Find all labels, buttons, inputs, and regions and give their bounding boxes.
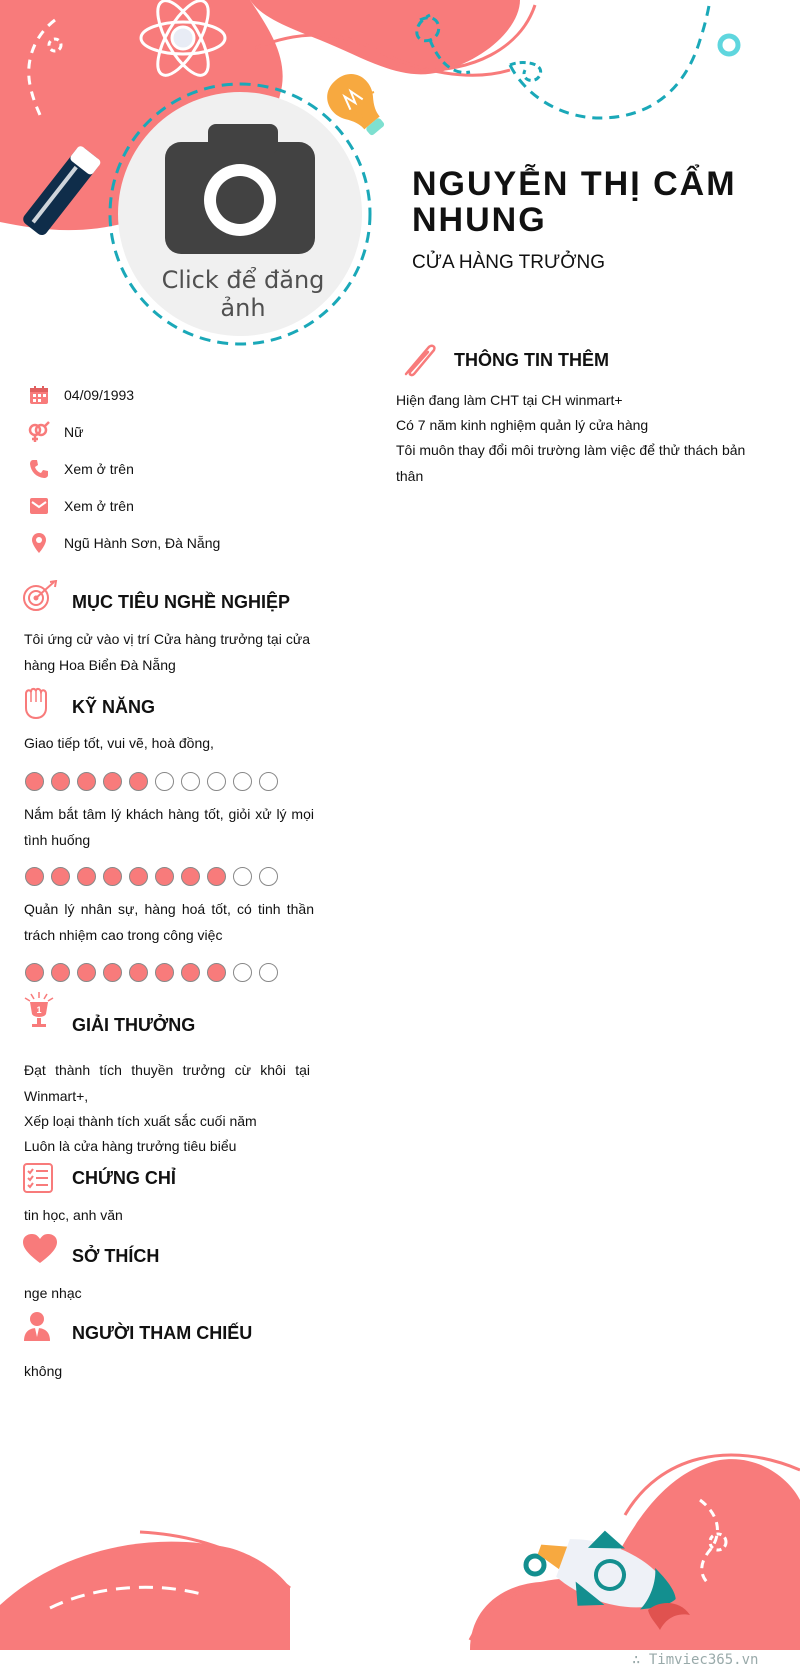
birthday-value: 04/09/1993 xyxy=(64,387,135,403)
hobbies-text: nge nhạc xyxy=(24,1285,82,1301)
rating-dot-filled xyxy=(155,963,174,982)
rating-dot-filled xyxy=(25,963,44,982)
rating-dot-filled xyxy=(207,867,226,886)
rating-dot-filled xyxy=(155,867,174,886)
rating-dot-filled xyxy=(129,963,148,982)
rating-dot-filled xyxy=(129,867,148,886)
email-icon xyxy=(26,493,52,519)
certificates-title: CHỨNG CHỈ xyxy=(72,1168,176,1188)
rating-dot-empty xyxy=(233,963,252,982)
rating-dot-empty xyxy=(259,772,278,791)
awards-title: GIẢI THƯỞNG xyxy=(72,1015,196,1035)
person-icon xyxy=(22,1310,52,1347)
svg-text:1: 1 xyxy=(36,1005,42,1015)
checklist-icon xyxy=(22,1162,54,1199)
references-text: không xyxy=(24,1363,63,1379)
rating-dot-filled xyxy=(181,963,200,982)
hobbies-title: SỞ THÍCH xyxy=(72,1246,160,1266)
candidate-name: NGUYỄN THỊ CẨM NHUNG xyxy=(412,165,737,239)
skill-2-label: Nắm bắt tâm lý khách hàng tốt, giỏi xử lý mọi tình huống xyxy=(24,806,314,848)
job-title: CỬA HÀNG TRƯỞNG xyxy=(412,252,606,273)
additional-line-2: Có 7 năm kinh nghiệm quản lý cửa hàng xyxy=(396,417,649,433)
trophy-icon xyxy=(22,990,56,1035)
gender-icon xyxy=(26,419,52,445)
rating-dot-filled xyxy=(77,772,96,791)
info-address xyxy=(26,529,220,557)
additional-line-3: Tôi muôn thay đổi môi trường làm việc để thử thách bản thân xyxy=(396,442,746,484)
rating-dot-filled xyxy=(207,963,226,982)
rating-dot-filled xyxy=(77,867,96,886)
address-value: Ngũ Hành Sơn, Đà Nẵng xyxy=(64,535,221,551)
rating-dot-empty xyxy=(207,772,226,791)
objective-title: MỤC TIÊU NGHỀ NGHIỆP xyxy=(72,592,291,612)
rating-dot-empty xyxy=(155,772,174,791)
skill-1-rating xyxy=(25,772,278,791)
skill-2-rating xyxy=(25,867,278,886)
rating-dot-filled xyxy=(103,963,122,982)
objective-text: Tôi ứng cử vào vị trí Cửa hàng trưởng tại cửa hàng Hoa Biển Đà Nẵng xyxy=(24,631,310,673)
rating-dot-filled xyxy=(181,867,200,886)
rating-dot-empty xyxy=(181,772,200,791)
rating-dot-empty xyxy=(233,772,252,791)
rating-dot-empty xyxy=(259,963,278,982)
rating-dot-filled xyxy=(77,963,96,982)
rating-dot-filled xyxy=(51,963,70,982)
phone-icon xyxy=(26,456,52,482)
calendar-icon xyxy=(26,382,52,408)
rating-dot-empty xyxy=(259,867,278,886)
email-value: Xem ở trên xyxy=(64,498,134,514)
gender-value: Nữ xyxy=(64,424,84,440)
rating-dot-filled xyxy=(25,867,44,886)
skill-3-label: Quản lý nhân sự, hàng hoá tốt, có tinh thần trách nhiệm cao trong công việc xyxy=(24,901,314,943)
skill-1-label: Giao tiếp tốt, vui vẽ, hoà đồng, xyxy=(24,735,214,751)
target-icon xyxy=(22,580,58,617)
additional-line-1: Hiện đang làm CHT tại CH winmart+ xyxy=(396,392,623,408)
additional-info-title: THÔNG TIN THÊM xyxy=(454,350,609,370)
rating-dot-filled xyxy=(103,772,122,791)
rating-dot-filled xyxy=(51,772,70,791)
info-phone xyxy=(26,455,134,483)
skill-3-rating xyxy=(25,963,278,982)
location-pin-icon xyxy=(26,530,52,556)
info-birthday xyxy=(26,381,134,409)
rating-dot-filled xyxy=(129,772,148,791)
photo-upload-label[interactable]: Click để đăng ảnh xyxy=(161,266,325,322)
phone-value: Xem ở trên xyxy=(64,461,134,477)
certificates-text: tin học, anh văn xyxy=(24,1207,123,1223)
paperclip-icon xyxy=(398,340,440,385)
rating-dot-filled xyxy=(51,867,70,886)
rating-dot-filled xyxy=(103,867,122,886)
references-title: NGƯỜI THAM CHIẾU xyxy=(72,1323,253,1343)
footer-decoration xyxy=(0,1440,800,1650)
info-email xyxy=(26,492,134,520)
info-gender xyxy=(26,418,83,446)
camera-icon[interactable] xyxy=(165,124,315,254)
award-line-3: Luôn là cửa hàng trưởng tiêu biểu xyxy=(24,1138,237,1154)
fist-icon xyxy=(22,686,48,725)
rating-dot-empty xyxy=(233,867,252,886)
award-line-1: Đạt thành tích thuyền trưởng cừ khôi tại Winmart+, xyxy=(24,1062,310,1104)
watermark: ∴ Timviec365.vn xyxy=(632,1652,759,1668)
rating-dot-filled xyxy=(25,772,44,791)
award-line-2: Xếp loại thành tích xuất sắc cuối năm xyxy=(24,1113,257,1129)
heart-icon xyxy=(22,1233,58,1270)
skills-title: KỸ NĂNG xyxy=(72,697,156,717)
